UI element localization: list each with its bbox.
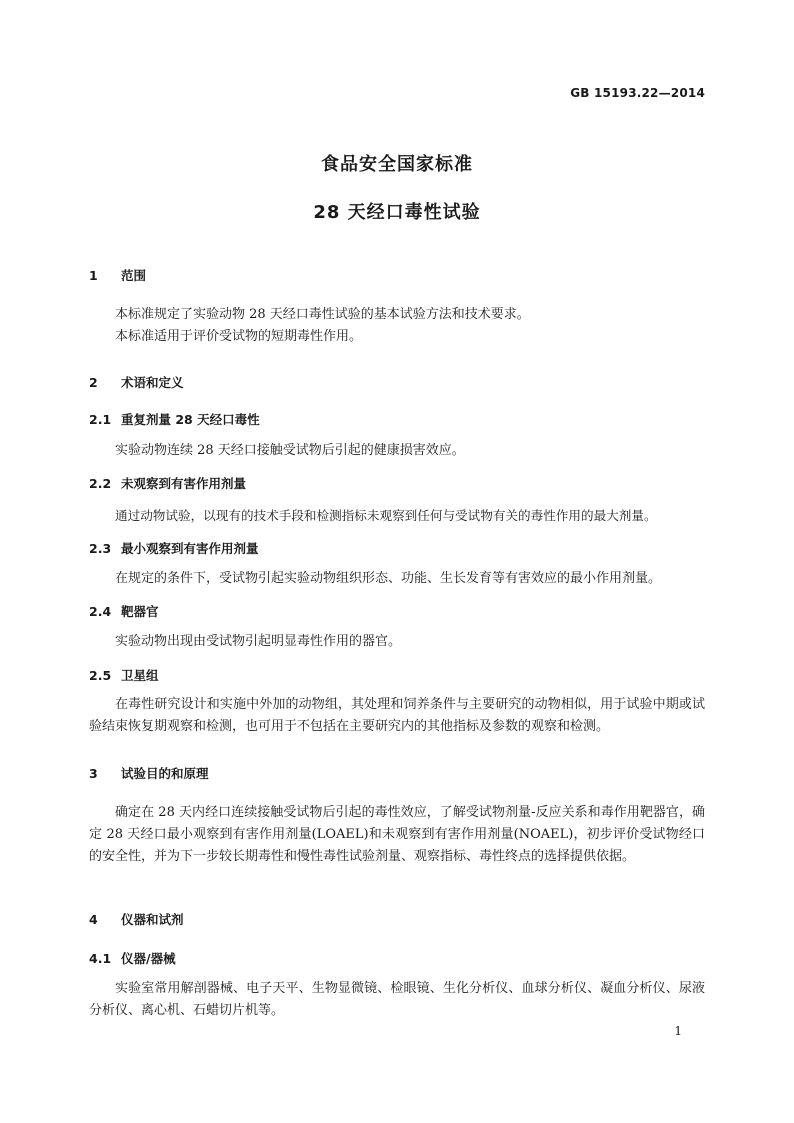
section-title: 仪器/器械 [121,951,176,966]
section-heading-2-2 [89,474,246,492]
section-number: 3 [89,766,98,781]
section-number: 2 [89,375,98,390]
section-title: 靶器官 [121,604,159,619]
section-title: 试验目的和原理 [121,766,209,781]
paragraph: 实验动物连续 28 天经口接触受试物后引起的健康损害效应。 [115,443,465,458]
section-number: 1 [89,268,98,283]
section-heading-2-1 [89,410,260,428]
section-number: 2.2 [89,476,112,491]
section-title: 范围 [121,268,147,283]
paragraph: 确定在 28 天内经口连续接触受试物后引起的毒性效应，了解受试物剂量-反应关系和毒作用靶器官，确定 28 天经口最小观察到有害作用剂量(LOAEL)和未观察到有害作用剂量(NOAEL)，初步评价受试物经口的安全性，并为下一步较长期毒性和慢性毒性试验剂量、观察指标、毒性终点的选择提供依据。 [89,805,705,864]
paragraph: 在规定的条件下，受试物引起实验动物组织形态、功能、生长发育等有害效应的最小作用剂量。 [115,571,662,586]
page-number: 1 [674,1024,682,1038]
section-heading-2-4 [89,602,159,620]
section-number: 2.5 [89,668,112,683]
section-number: 4 [89,912,98,927]
section-heading-2-3 [89,539,259,557]
section-heading-2 [89,373,184,391]
section-number: 2.3 [89,541,112,556]
document-subtitle: 28 天经口毒性试验 [313,202,481,223]
section-number: 2.1 [89,412,112,427]
section-number: 4.1 [89,951,112,966]
standard-code: GB 15193.22—2014 [570,86,705,100]
section-heading-1 [89,266,146,284]
section-title: 最小观察到有害作用剂量 [121,541,259,556]
document-title: 食品安全国家标准 [321,154,473,175]
section-title: 未观察到有害作用剂量 [121,476,247,491]
section-heading-3 [89,764,209,782]
paragraph: 本标准适用于评价受试物的短期毒性作用。 [115,329,363,344]
paragraph: 在毒性研究设计和实施中外加的动物组，其处理和饲养条件与主要研究的动物相似，用于试验中期或试验结束恢复期观察和检测，也可用于不包括在主要研究内的其他指标及参数的观察和检测。 [89,697,705,734]
section-heading-4 [89,910,184,928]
section-title: 术语和定义 [121,375,184,390]
paragraph: 本标准规定了实验动物 28 天经口毒性试验的基本试验方法和技术要求。 [115,307,530,322]
section-title: 卫星组 [121,668,159,683]
section-heading-2-5 [89,666,159,684]
paragraph: 实验动物出现由受试物引起明显毒性作用的器官。 [115,634,402,649]
section-number: 2.4 [89,604,112,619]
paragraph: 实验室常用解剖器械、电子天平、生物显微镜、检眼镜、生化分析仪、血球分析仪、凝血分析仪、尿液分析仪、离心机、石蜡切片机等。 [89,981,705,1018]
section-title: 重复剂量 28 天经口毒性 [121,412,260,427]
section-heading-4-1 [89,949,176,967]
paragraph: 通过动物试验，以现有的技术手段和检测指标未观察到任何与受试物有关的毒性作用的最大剂量。 [115,508,657,523]
section-title: 仪器和试剂 [121,912,184,927]
